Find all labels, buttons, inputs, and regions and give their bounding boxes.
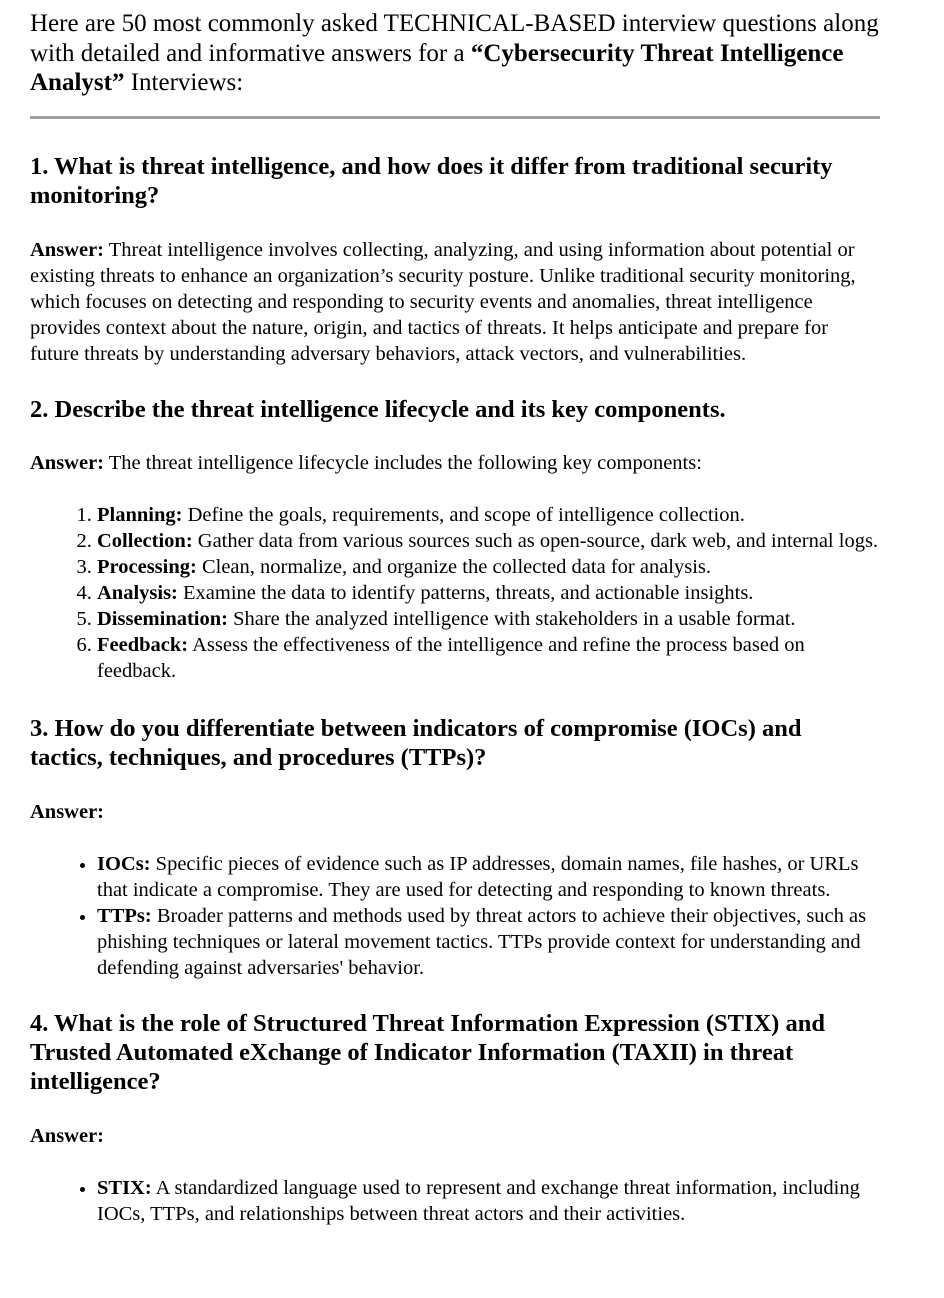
- list-item-term: Collection:: [97, 529, 193, 552]
- list-item-term: IOCs:: [97, 852, 151, 875]
- list-item: [97, 528, 880, 554]
- list-item-text: Specific pieces of evidence such as IP addresses, domain names, file hashes, or URLs that indicate a compromise. They are used for detecting and responding to known threats.: [97, 852, 859, 901]
- list-item-text: Share the analyzed intelligence with stakeholders in a usable format.: [227, 607, 796, 630]
- list-item: [97, 1175, 880, 1227]
- question-1-answer: [30, 237, 880, 367]
- intro-paragraph: [30, 9, 880, 98]
- intro-bold-title: “Cybersecurity Threat Intelligence Analyst”: [30, 39, 844, 96]
- answer-label: Answer:: [30, 800, 105, 823]
- question-1-heading: 1. What is threat intelligence, and how does it differ from traditional security monitoring?: [30, 152, 833, 209]
- question-4-heading: 4. What is the role of Structured Threat Information Expression (STIX) and Trusted Automated eXchange of Indicator Information (TAXII) in threat intelligence?: [30, 1009, 825, 1095]
- answer-text: The threat intelligence lifecycle includes the following key components:: [104, 451, 702, 474]
- answer-label: Answer:: [30, 238, 105, 261]
- list-item-term: TTPs:: [97, 904, 152, 927]
- list-item-text: Examine the data to identify patterns, threats, and actionable insights.: [177, 581, 754, 604]
- answer-label: Answer:: [30, 451, 105, 474]
- question-2-heading: 2. Describe the threat intelligence lifecycle and its key components.: [30, 395, 726, 423]
- question-3-heading: 3. How do you differentiate between indicators of compromise (IOCs) and tactics, techniques, and procedures (TTPs)?: [30, 714, 802, 771]
- lifecycle-list: [30, 502, 880, 684]
- list-item-text: Gather data from various sources such as open-source, dark web, and internal logs.: [192, 529, 879, 552]
- list-item-term: Analysis:: [97, 581, 178, 604]
- intro-text-end: Interviews:: [124, 69, 244, 96]
- list-item-term: STIX:: [97, 1176, 152, 1199]
- list-item-term: Dissemination:: [97, 607, 228, 630]
- list-item: [97, 502, 880, 528]
- horizontal-divider: [30, 116, 880, 119]
- list-item: [97, 632, 880, 684]
- answer-label: Answer:: [30, 1124, 105, 1147]
- ioc-ttp-list: [30, 851, 880, 981]
- list-item-term: Planning:: [97, 503, 183, 526]
- list-item-text: A standardized language used to represent and exchange threat information, including IOCs, TTPs, and relationships between threat actors and their activities.: [97, 1176, 860, 1225]
- list-item-text: Clean, normalize, and organize the collected data for analysis.: [196, 555, 712, 578]
- list-item: [97, 606, 880, 632]
- question-3-answer: [30, 799, 880, 825]
- question-2-answer: [30, 450, 880, 476]
- list-item: [97, 580, 880, 606]
- list-item: [97, 903, 880, 981]
- list-item-text: Assess the effectiveness of the intelligence and refine the process based on feedback.: [97, 633, 805, 682]
- question-4-answer: [30, 1123, 880, 1149]
- list-item-term: Processing:: [97, 555, 197, 578]
- list-item-term: Feedback:: [97, 633, 189, 656]
- list-item: [97, 851, 880, 903]
- intro-text: Here are 50 most commonly asked TECHNICAL-BASED interview questions along with detailed and informative answers for a: [30, 10, 879, 67]
- answer-text: Threat intelligence involves collecting, analyzing, and using information about potential or existing threats to enhance an organization’s security posture. Unlike traditional security monitoring, which focuses on detecting and responding to security events and anomalies, threat intelligence provides context about the nature, origin, and tactics of threats. It helps anticipate and prepare for future threats by understanding adversary behaviors, attack vectors, and vulnerabilities.: [30, 238, 856, 365]
- stix-taxii-list: [30, 1175, 880, 1227]
- list-item: [97, 554, 880, 580]
- list-item-text: Define the goals, requirements, and scope of intelligence collection.: [182, 503, 745, 526]
- list-item-text: Broader patterns and methods used by threat actors to achieve their objectives, such as phishing techniques or lateral movement tactics. TTPs provide context for understanding and defending against adversaries' behavior.: [97, 904, 867, 979]
